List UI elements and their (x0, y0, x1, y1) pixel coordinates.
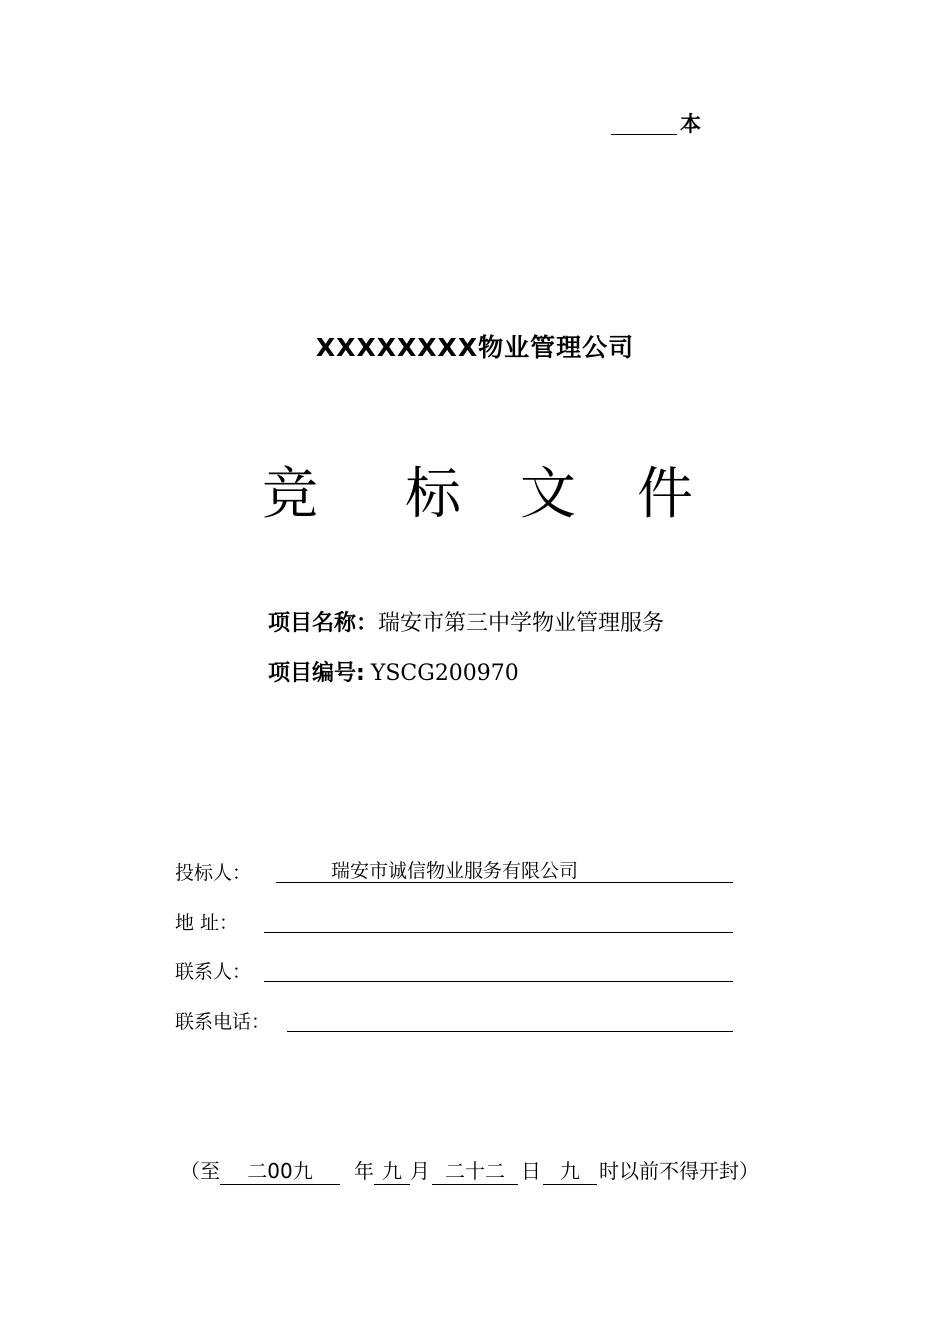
deadline-closing: 时以前不得开封） (599, 1159, 759, 1183)
deadline-open: （至 (180, 1159, 220, 1183)
deadline-year-value: 二00九 (220, 1158, 340, 1185)
copy-number-suffix: 本 (680, 112, 701, 136)
project-name-value: 瑞安市第三中学物业管理服务 (378, 611, 665, 636)
deadline-month-field (374, 1156, 410, 1186)
bidder-value: 瑞安市诚信物业服务有限公司 (331, 860, 579, 882)
address-field-line[interactable] (264, 932, 733, 933)
deadline-day-label: 日 (521, 1159, 541, 1183)
doc-title-char-1: 竞 (262, 462, 318, 527)
deadline-day-field (432, 1156, 518, 1186)
bidder-field-line[interactable] (276, 882, 733, 883)
deadline-month-label: 月 (410, 1159, 430, 1183)
doc-title-char-3: 文 (520, 462, 576, 527)
project-number-row (268, 658, 519, 690)
phone-field-line[interactable] (287, 1031, 733, 1032)
contact-field-line[interactable] (264, 981, 733, 982)
project-number-label: 项目编号: (268, 661, 365, 686)
deadline-hour-value: 九 (543, 1158, 597, 1185)
project-number-value: YSCG200970 (370, 661, 519, 686)
deadline-year-label: 年 (354, 1159, 374, 1183)
copy-number-blank[interactable] (611, 112, 677, 135)
deadline-month-value: 九 (374, 1158, 410, 1185)
deadline-year-field (220, 1156, 340, 1186)
bidder-label: 投标人： (175, 862, 252, 884)
deadline-hour-field (543, 1156, 597, 1186)
doc-title-char-4: 件 (637, 462, 693, 527)
address-label: 地 址： (175, 912, 239, 934)
contact-label: 联系人： (175, 961, 252, 983)
phone-label: 联系电话： (175, 1011, 271, 1033)
deadline-day-value: 二十二 (432, 1158, 518, 1185)
company-name: XXXXXXXX物业管理公司 (315, 333, 635, 362)
doc-title-char-2: 标 (405, 462, 461, 527)
project-name-row (268, 608, 664, 640)
project-name-label: 项目名称： (268, 611, 379, 636)
